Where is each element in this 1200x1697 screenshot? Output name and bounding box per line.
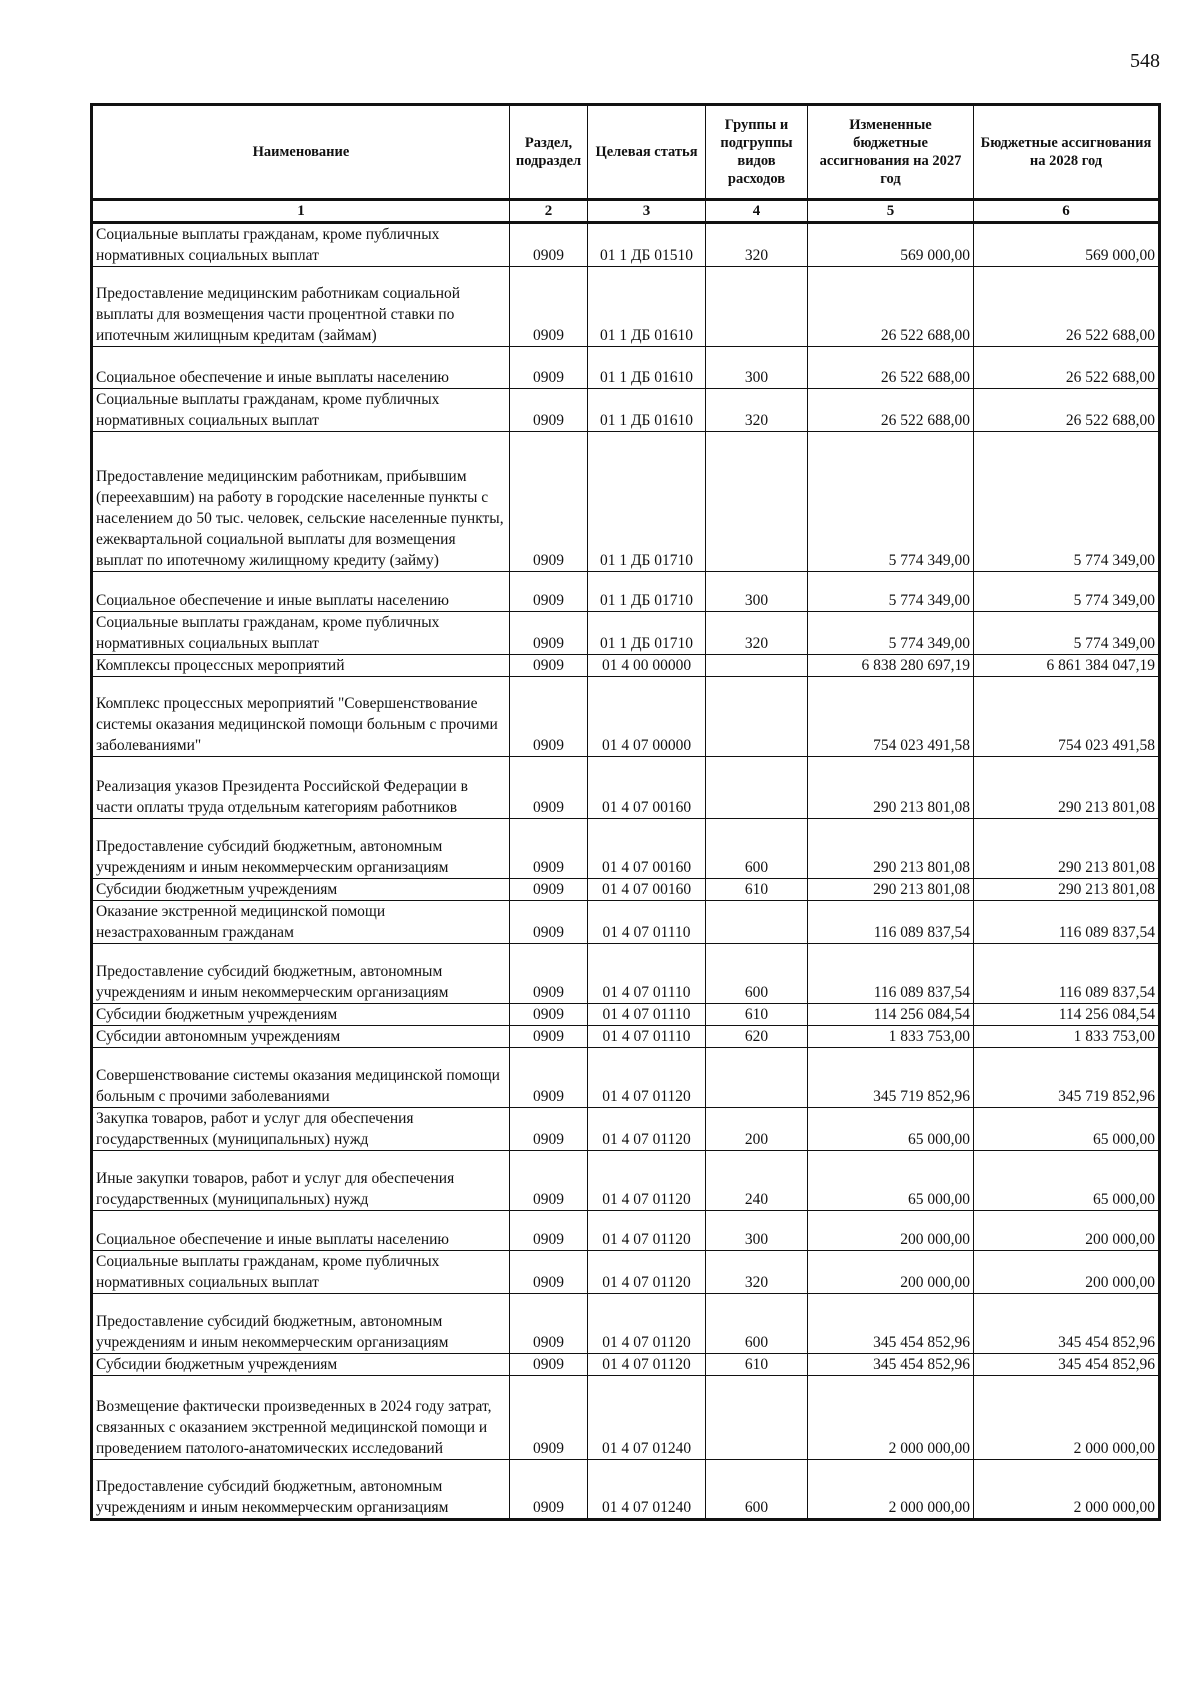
- row-section-cell: 0909: [510, 901, 588, 944]
- table-header-row: [92, 105, 1160, 200]
- row-amount-2028-cell: 26 522 688,00: [974, 347, 1160, 389]
- row-amount-2028-cell: 200 000,00: [974, 1251, 1160, 1294]
- row-section-cell: 0909: [510, 757, 588, 819]
- row-name-cell: Предоставление медицинским работникам, прибывшим (переехавшим) на работу в городские населенные пункты с населением до 50 тыс. человек, сельские населенные пункты, ежеквартальной социальной выплаты для возмещения выплат по ипотечному жилищному кредиту (займу): [92, 432, 510, 572]
- row-amount-2028-cell: 2 000 000,00: [974, 1376, 1160, 1460]
- column-number: 2: [510, 200, 588, 223]
- table-row: [92, 1251, 1160, 1294]
- row-section-cell: 0909: [510, 1376, 588, 1460]
- row-article-cell: 01 4 00 00000: [588, 655, 706, 677]
- row-section-cell: 0909: [510, 1108, 588, 1151]
- row-group-cell: 320: [706, 1251, 808, 1294]
- row-amount-2027-cell: 345 454 852,96: [808, 1294, 974, 1354]
- row-group-cell: [706, 757, 808, 819]
- row-group-cell: 600: [706, 1294, 808, 1354]
- row-section-cell: 0909: [510, 432, 588, 572]
- row-amount-2027-cell: 2 000 000,00: [808, 1376, 974, 1460]
- row-amount-2028-cell: 290 213 801,08: [974, 757, 1160, 819]
- row-section-cell: 0909: [510, 1460, 588, 1520]
- column-number: 6: [974, 200, 1160, 223]
- column-number: 1: [92, 200, 510, 223]
- row-section-cell: 0909: [510, 819, 588, 879]
- row-group-cell: 300: [706, 1211, 808, 1251]
- row-section-cell: 0909: [510, 1048, 588, 1108]
- table-row: [92, 389, 1160, 432]
- row-name-cell: Социальное обеспечение и иные выплаты населению: [92, 572, 510, 612]
- row-amount-2028-cell: 114 256 084,54: [974, 1004, 1160, 1026]
- row-amount-2028-cell: 2 000 000,00: [974, 1460, 1160, 1520]
- row-amount-2028-cell: 5 774 349,00: [974, 432, 1160, 572]
- row-amount-2028-cell: 569 000,00: [974, 223, 1160, 267]
- row-amount-2028-cell: 5 774 349,00: [974, 572, 1160, 612]
- row-article-cell: 01 4 07 00000: [588, 677, 706, 757]
- row-article-cell: 01 1 ДБ 01710: [588, 432, 706, 572]
- row-amount-2027-cell: 569 000,00: [808, 223, 974, 267]
- table-body: [92, 223, 1160, 1520]
- row-name-cell: Социальные выплаты гражданам, кроме публичных нормативных социальных выплат: [92, 389, 510, 432]
- page-number: 548: [1130, 50, 1160, 72]
- row-article-cell: 01 1 ДБ 01610: [588, 267, 706, 347]
- row-section-cell: 0909: [510, 389, 588, 432]
- row-name-cell: Реализация указов Президента Российской Федерации в части оплаты труда отдельным категориям работников: [92, 757, 510, 819]
- table-row: [92, 1460, 1160, 1520]
- row-section-cell: 0909: [510, 677, 588, 757]
- row-amount-2027-cell: 345 719 852,96: [808, 1048, 974, 1108]
- row-amount-2028-cell: 26 522 688,00: [974, 389, 1160, 432]
- row-name-cell: Предоставление субсидий бюджетным, автономным учреждениям и иным некоммерческим организациям: [92, 819, 510, 879]
- row-amount-2028-cell: 290 213 801,08: [974, 879, 1160, 901]
- table-row: [92, 1211, 1160, 1251]
- row-section-cell: 0909: [510, 347, 588, 389]
- row-group-cell: 620: [706, 1026, 808, 1048]
- column-header-2028: Бюджетные ассигнования на 2028 год: [974, 105, 1160, 200]
- table-row: [92, 1026, 1160, 1048]
- row-amount-2028-cell: 5 774 349,00: [974, 612, 1160, 655]
- row-amount-2028-cell: 345 454 852,96: [974, 1354, 1160, 1376]
- row-section-cell: 0909: [510, 1026, 588, 1048]
- row-amount-2028-cell: 116 089 837,54: [974, 944, 1160, 1004]
- row-article-cell: 01 4 07 01120: [588, 1354, 706, 1376]
- row-section-cell: 0909: [510, 944, 588, 1004]
- row-article-cell: 01 4 07 01240: [588, 1460, 706, 1520]
- row-group-cell: 300: [706, 347, 808, 389]
- row-name-cell: Комплексы процессных мероприятий: [92, 655, 510, 677]
- row-section-cell: 0909: [510, 1151, 588, 1211]
- row-section-cell: 0909: [510, 1211, 588, 1251]
- table-row: [92, 612, 1160, 655]
- row-amount-2027-cell: 5 774 349,00: [808, 432, 974, 572]
- row-amount-2027-cell: 290 213 801,08: [808, 757, 974, 819]
- row-amount-2027-cell: 290 213 801,08: [808, 879, 974, 901]
- row-group-cell: 320: [706, 612, 808, 655]
- table-row: [92, 572, 1160, 612]
- row-name-cell: Комплекс процессных мероприятий "Совершенствование системы оказания медицинской помощи больным с прочими заболеваниями": [92, 677, 510, 757]
- row-group-cell: 610: [706, 1004, 808, 1026]
- row-amount-2028-cell: 345 454 852,96: [974, 1294, 1160, 1354]
- row-section-cell: 0909: [510, 655, 588, 677]
- row-group-cell: 610: [706, 879, 808, 901]
- row-group-cell: 610: [706, 1354, 808, 1376]
- row-name-cell: Предоставление субсидий бюджетным, автономным учреждениям и иным некоммерческим организациям: [92, 1294, 510, 1354]
- row-name-cell: Социальные выплаты гражданам, кроме публичных нормативных социальных выплат: [92, 612, 510, 655]
- row-amount-2027-cell: 200 000,00: [808, 1251, 974, 1294]
- row-amount-2028-cell: 1 833 753,00: [974, 1026, 1160, 1048]
- column-header-expense-group: Группы и подгруппы видов расходов: [706, 105, 808, 200]
- row-amount-2028-cell: 65 000,00: [974, 1108, 1160, 1151]
- row-amount-2027-cell: 2 000 000,00: [808, 1460, 974, 1520]
- row-article-cell: 01 4 07 01120: [588, 1251, 706, 1294]
- row-name-cell: Субсидии бюджетным учреждениям: [92, 879, 510, 901]
- row-name-cell: Возмещение фактически произведенных в 2024 году затрат, связанных с оказанием экстренной медицинской помощи и проведением патолого-анатомических исследований: [92, 1376, 510, 1460]
- row-group-cell: [706, 901, 808, 944]
- row-name-cell: Социальные выплаты гражданам, кроме публичных нормативных социальных выплат: [92, 1251, 510, 1294]
- row-amount-2028-cell: 26 522 688,00: [974, 267, 1160, 347]
- row-amount-2027-cell: 754 023 491,58: [808, 677, 974, 757]
- row-section-cell: 0909: [510, 1354, 588, 1376]
- table-row: [92, 223, 1160, 267]
- row-amount-2027-cell: 6 838 280 697,19: [808, 655, 974, 677]
- row-section-cell: 0909: [510, 267, 588, 347]
- row-amount-2027-cell: 114 256 084,54: [808, 1004, 974, 1026]
- row-group-cell: 200: [706, 1108, 808, 1151]
- column-number: 4: [706, 200, 808, 223]
- table-row: [92, 1376, 1160, 1460]
- row-group-cell: 600: [706, 944, 808, 1004]
- column-header-target-article: Целевая статья: [588, 105, 706, 200]
- table-row: [92, 879, 1160, 901]
- row-name-cell: Совершенствование системы оказания медицинской помощи больным с прочими заболеваниями: [92, 1048, 510, 1108]
- table-row: [92, 1294, 1160, 1354]
- table-row: [92, 1108, 1160, 1151]
- row-amount-2027-cell: 116 089 837,54: [808, 944, 974, 1004]
- row-group-cell: [706, 432, 808, 572]
- row-name-cell: Субсидии бюджетным учреждениям: [92, 1004, 510, 1026]
- row-section-cell: 0909: [510, 572, 588, 612]
- column-header-section: Раздел, подраздел: [510, 105, 588, 200]
- table-row: [92, 1354, 1160, 1376]
- row-amount-2027-cell: 65 000,00: [808, 1108, 974, 1151]
- row-name-cell: Социальное обеспечение и иные выплаты населению: [92, 347, 510, 389]
- table-row: [92, 347, 1160, 389]
- row-name-cell: Субсидии автономным учреждениям: [92, 1026, 510, 1048]
- column-number: 5: [808, 200, 974, 223]
- row-article-cell: 01 1 ДБ 01610: [588, 389, 706, 432]
- row-amount-2027-cell: 26 522 688,00: [808, 267, 974, 347]
- table-row: [92, 1004, 1160, 1026]
- table-row: [92, 1151, 1160, 1211]
- row-amount-2028-cell: 290 213 801,08: [974, 819, 1160, 879]
- row-group-cell: 300: [706, 572, 808, 612]
- row-article-cell: 01 4 07 01120: [588, 1108, 706, 1151]
- row-group-cell: 600: [706, 819, 808, 879]
- table-row: [92, 901, 1160, 944]
- row-amount-2027-cell: 1 833 753,00: [808, 1026, 974, 1048]
- row-amount-2027-cell: 200 000,00: [808, 1211, 974, 1251]
- row-article-cell: 01 4 07 01110: [588, 1026, 706, 1048]
- table-row: [92, 819, 1160, 879]
- row-amount-2027-cell: 5 774 349,00: [808, 572, 974, 612]
- row-article-cell: 01 4 07 01110: [588, 901, 706, 944]
- row-name-cell: Социальные выплаты гражданам, кроме публичных нормативных социальных выплат: [92, 223, 510, 267]
- row-article-cell: 01 4 07 01120: [588, 1151, 706, 1211]
- budget-allocation-table: [90, 103, 1161, 1521]
- row-amount-2027-cell: 26 522 688,00: [808, 347, 974, 389]
- table-row: [92, 1048, 1160, 1108]
- row-group-cell: [706, 1048, 808, 1108]
- row-section-cell: 0909: [510, 879, 588, 901]
- table-row: [92, 677, 1160, 757]
- row-name-cell: Иные закупки товаров, работ и услуг для обеспечения государственных (муниципальных) нужд: [92, 1151, 510, 1211]
- row-amount-2028-cell: 200 000,00: [974, 1211, 1160, 1251]
- row-section-cell: 0909: [510, 223, 588, 267]
- row-name-cell: Субсидии бюджетным учреждениям: [92, 1354, 510, 1376]
- row-section-cell: 0909: [510, 1251, 588, 1294]
- row-section-cell: 0909: [510, 1004, 588, 1026]
- row-amount-2028-cell: 65 000,00: [974, 1151, 1160, 1211]
- row-amount-2028-cell: 754 023 491,58: [974, 677, 1160, 757]
- row-article-cell: 01 1 ДБ 01510: [588, 223, 706, 267]
- row-section-cell: 0909: [510, 1294, 588, 1354]
- column-numbers-row: [92, 200, 1160, 223]
- row-name-cell: Предоставление медицинским работникам социальной выплаты для возмещения части процентной ставки по ипотечным жилищным кредитам (займам): [92, 267, 510, 347]
- row-article-cell: 01 4 07 00160: [588, 757, 706, 819]
- row-group-cell: 240: [706, 1151, 808, 1211]
- table-row: [92, 267, 1160, 347]
- row-group-cell: [706, 1376, 808, 1460]
- row-article-cell: 01 4 07 00160: [588, 879, 706, 901]
- row-group-cell: 600: [706, 1460, 808, 1520]
- row-article-cell: 01 1 ДБ 01610: [588, 347, 706, 389]
- row-amount-2027-cell: 5 774 349,00: [808, 612, 974, 655]
- row-group-cell: 320: [706, 389, 808, 432]
- row-name-cell: Закупка товаров, работ и услуг для обеспечения государственных (муниципальных) нужд: [92, 1108, 510, 1151]
- row-group-cell: [706, 267, 808, 347]
- row-article-cell: 01 4 07 01120: [588, 1211, 706, 1251]
- column-header-name: Наименование: [92, 105, 510, 200]
- row-amount-2027-cell: 290 213 801,08: [808, 819, 974, 879]
- table-row: [92, 655, 1160, 677]
- row-name-cell: Предоставление субсидий бюджетным, автономным учреждениям и иным некоммерческим организациям: [92, 1460, 510, 1520]
- row-name-cell: Социальное обеспечение и иные выплаты населению: [92, 1211, 510, 1251]
- row-amount-2028-cell: 345 719 852,96: [974, 1048, 1160, 1108]
- row-article-cell: 01 4 07 01110: [588, 1004, 706, 1026]
- column-header-2027: Измененные бюджетные ассигнования на 2027 год: [808, 105, 974, 200]
- row-article-cell: 01 1 ДБ 01710: [588, 612, 706, 655]
- row-amount-2028-cell: 6 861 384 047,19: [974, 655, 1160, 677]
- row-article-cell: 01 1 ДБ 01710: [588, 572, 706, 612]
- table-row: [92, 757, 1160, 819]
- row-group-cell: [706, 655, 808, 677]
- row-name-cell: Оказание экстренной медицинской помощи незастрахованным гражданам: [92, 901, 510, 944]
- row-article-cell: 01 4 07 01120: [588, 1294, 706, 1354]
- row-article-cell: 01 4 07 00160: [588, 819, 706, 879]
- row-group-cell: 320: [706, 223, 808, 267]
- row-amount-2027-cell: 26 522 688,00: [808, 389, 974, 432]
- table-row: [92, 432, 1160, 572]
- column-number: 3: [588, 200, 706, 223]
- row-amount-2028-cell: 116 089 837,54: [974, 901, 1160, 944]
- table-row: [92, 944, 1160, 1004]
- row-section-cell: 0909: [510, 612, 588, 655]
- row-name-cell: Предоставление субсидий бюджетным, автономным учреждениям и иным некоммерческим организациям: [92, 944, 510, 1004]
- row-article-cell: 01 4 07 01240: [588, 1376, 706, 1460]
- row-amount-2027-cell: 345 454 852,96: [808, 1354, 974, 1376]
- row-article-cell: 01 4 07 01110: [588, 944, 706, 1004]
- row-article-cell: 01 4 07 01120: [588, 1048, 706, 1108]
- row-group-cell: [706, 677, 808, 757]
- row-amount-2027-cell: 116 089 837,54: [808, 901, 974, 944]
- row-amount-2027-cell: 65 000,00: [808, 1151, 974, 1211]
